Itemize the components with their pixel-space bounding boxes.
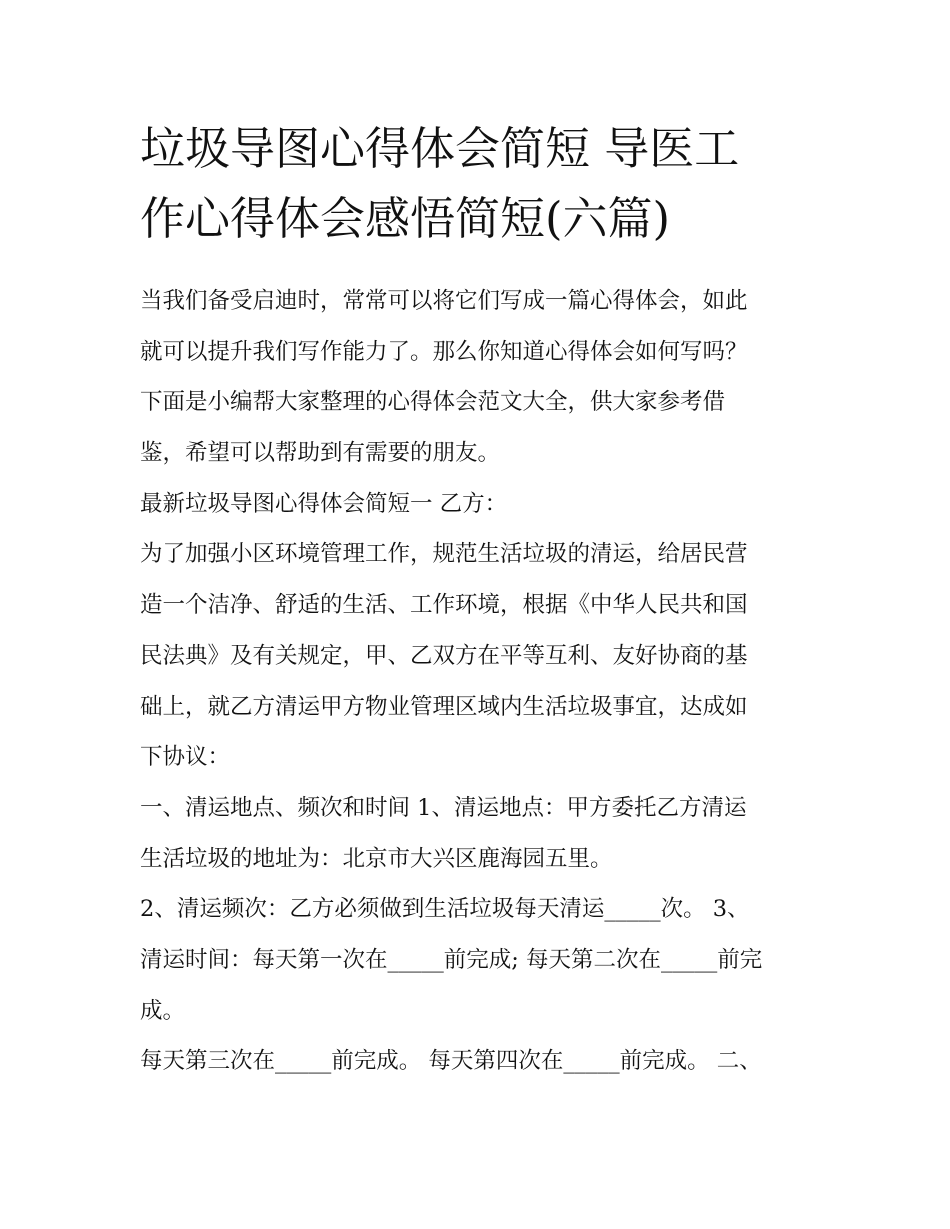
body-line: 下面是小编帮大家整理的心得体会范文大全，供大家参考借 [140,389,726,416]
document-title [140,114,830,254]
body-line: 础上，就乙方清运甲方物业管理区域内生活垃圾事宜，达成如 [140,693,748,720]
body-line: 2、清运频次：乙方必须做到生活垃圾每天清运_____次。 3、 [140,896,750,923]
body-line: 造一个洁净、舒适的生活、工作环境，根据《中华人民共和国 [140,592,748,619]
body-line: 为了加强小区环境管理工作，规范生活垃圾的清运，给居民营 [140,541,748,568]
body-line: 每天第三次在_____前完成。 每天第四次在_____前完成。 二、 [140,1048,762,1075]
body-line: 鉴，希望可以帮助到有需要的朋友。 [140,440,501,467]
section-heading: 最新垃圾导图心得体会简短一 乙方： [140,490,508,517]
title-line-2: 作心得体会感悟简短(六篇) [140,192,671,245]
title-line-1: 垃圾导图心得体会简短 导医工 [140,122,740,175]
body-line: 就可以提升我们写作能力了。那么你知道心得体会如何写吗？ [140,338,748,365]
document-body [140,276,830,1087]
body-line: 当我们备受启迪时，常常可以将它们写成一篇心得体会，如此 [140,288,748,314]
body-line: 成。 [140,997,186,1024]
body-line: 民法典》及有关规定，甲、乙双方在平等互利、友好协商的基 [140,642,748,669]
body-line: 清运时间：每天第一次在_____前完成; 每天第二次在_____前完 [140,946,763,973]
body-line: 生活垃圾的地址为：北京市大兴区鹿海园五里。 [140,845,613,872]
body-line: 一、清运地点、频次和时间 1、清运地点：甲方委托乙方清运 [140,794,747,821]
body-line: 下协议： [140,744,231,771]
